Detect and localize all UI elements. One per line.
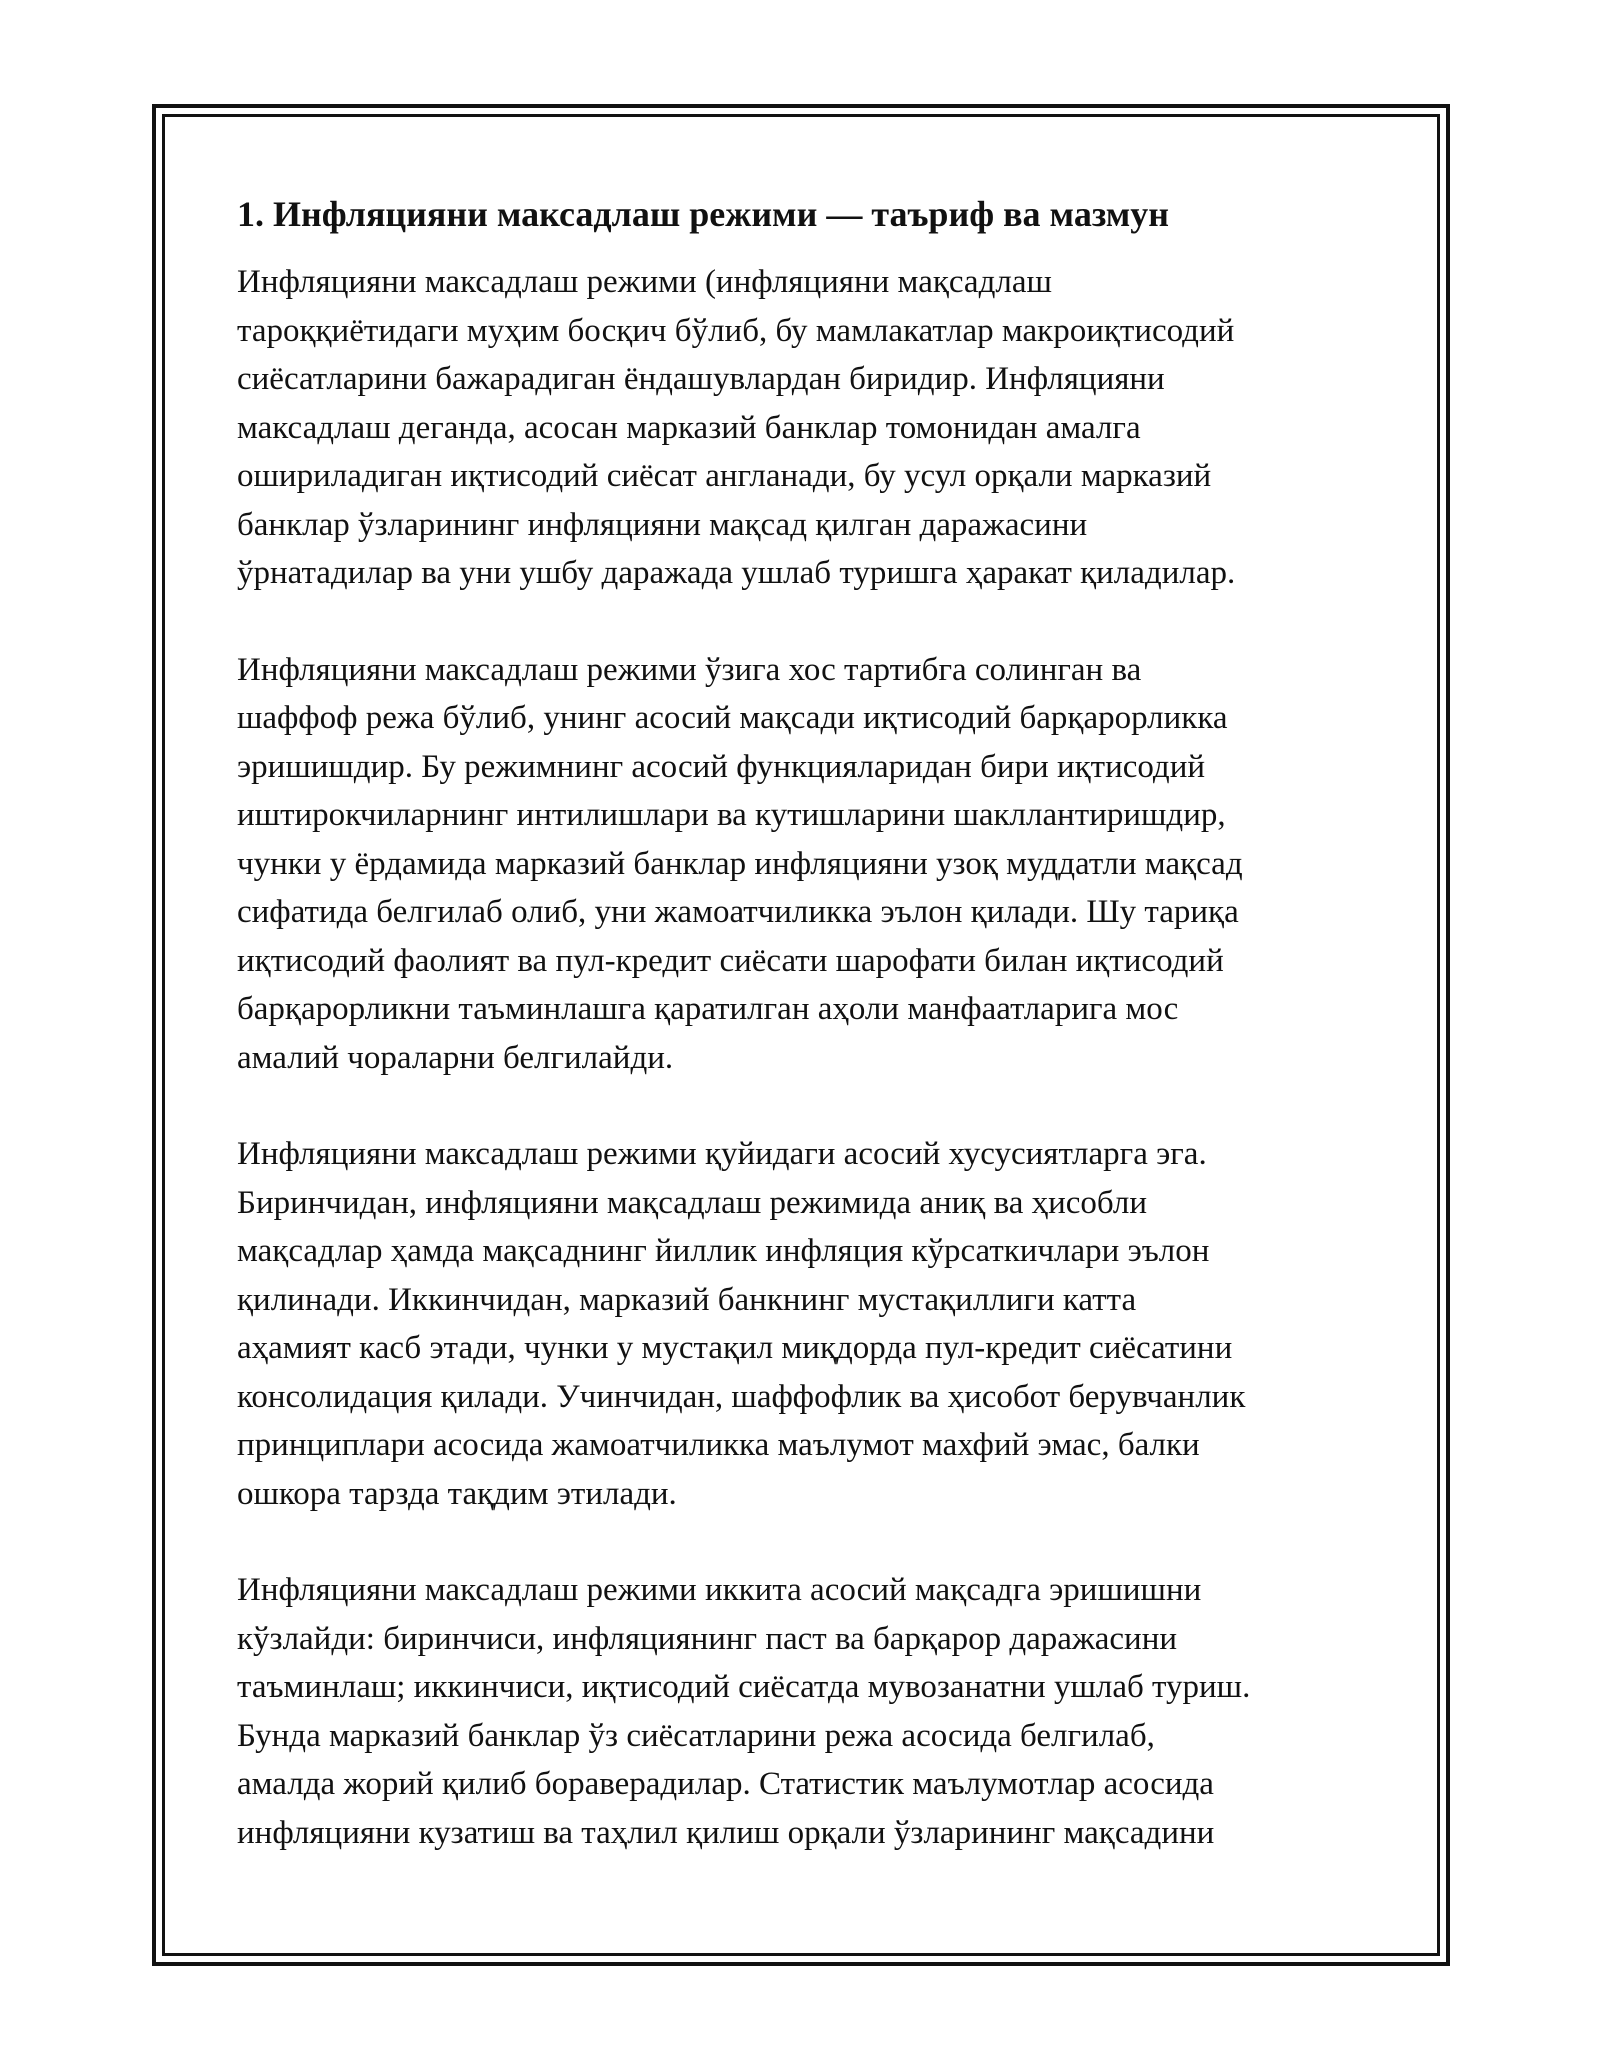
text-line: амалий чораларни белгилайди. [237,1039,674,1076]
text-line: Инфляцияни максадлаш режими ўзига хос тартибга солинган ва [237,651,1142,688]
text-line: мақсадлар ҳамда мақсаднинг йиллик инфляция кўрсаткичлари эълон [237,1233,1210,1269]
text-line: сифатида белгилаб олиб, уни жамоатчиликка эълон қилади. Шу тариқа [237,894,1239,930]
text-line: Бунда марказий банклар ўз сиёсатларини режа асосида белгилаб, [237,1717,1155,1754]
text-line: Биринчидан, инфляцияни мақсадлаш режимида аниқ ва ҳисобли [237,1184,1148,1221]
text-line: эришишдир. Бу режимнинг асосий функцияларидан бири иқтисодий [237,748,1206,785]
text-line: Инфляцияни максадлаш режими (инфляцияни мақсадлаш [237,264,1052,300]
text-line: таъминлаш; иккинчиси, иқтисодий сиёсатда мувозанатни ушлаб туриш. [237,1669,1251,1705]
text-line: кўзлайди: биринчиси, инфляциянинг паст ва барқарор даражасини [237,1620,1178,1657]
text-line: банклар ўзларининг инфляцияни мақсад қилган даражасини [237,506,1088,543]
paragraph-2 [237,646,1377,1083]
paragraph-4 [237,1566,1377,1857]
text-line: иқтисодий фаолият ва пул-кредит сиёсати шарофати билан иқтисодий [237,942,1224,979]
text-line: Инфляцияни максадлаш режими қуйидаги асосий хусусиятларга эга. [237,1136,1207,1172]
text-line: сиёсатларини бажарадиган ёндашувлардан биридир. Инфляцияни [237,361,1165,397]
text-line: инфляцияни кузатиш ва таҳлил қилиш орқали ўзларининг мақсадини [237,1814,1215,1851]
text-line: қилинади. Иккинчидан, марказий банкнинг мустақиллиги катта [237,1281,1137,1318]
text-line: Инфляцияни максадлаш режими иккита асосий мақсадга эришишни [237,1572,1202,1608]
text-line: принциплари асосида жамоатчиликка маълумот махфий эмас, балки [237,1427,1200,1463]
text-line: ошкора тарзда тақдим этилади. [237,1475,677,1512]
text-line: чунки у ёрдамида марказий банклар инфляцияни узоқ муддатли мақсад [237,845,1243,882]
section-heading: 1. Инфляцияни максадлаш режими — таъриф ва мазмун [237,194,1170,234]
text-line: аҳамият касб этади, чунки у мустақил миқдорда пул-кредит сиёсатини [237,1330,1233,1366]
text-line: ўрнатадилар ва уни ушбу даражада ушлаб туришга ҳаракат қиладилар. [237,555,1236,591]
text-line: иштирокчиларнинг интилишлари ва кутишларини шакллантиришдир, [237,797,1226,833]
text-line: максадлаш деганда, асосан марказий банклар томонидан амалга [237,409,1141,446]
text-line: ошириладиган иқтисодий сиёсат англанади, бу усул орқали марказий [237,458,1212,494]
text-line: консолидация қилади. Учинчидан, шаффофлик ва ҳисобот берувчанлик [237,1378,1246,1415]
text-line: шаффоф режа бўлиб, унинг асосий мақсади иқтисодий барқарорликка [237,700,1228,736]
text-line: барқарорликни таъминлашга қаратилган аҳоли манфаатларига мос [237,991,1179,1027]
paragraph-3 [237,1130,1377,1518]
text-line: амалда жорий қилиб бораверадилар. Статистик маълумотлар асосида [237,1766,1214,1802]
document-body [237,190,1377,1905]
paragraph-1 [237,258,1377,598]
text-line: тароққиётидаги муҳим босқич бўлиб, бу мамлакатлар макроиқтисодий [237,312,1235,349]
